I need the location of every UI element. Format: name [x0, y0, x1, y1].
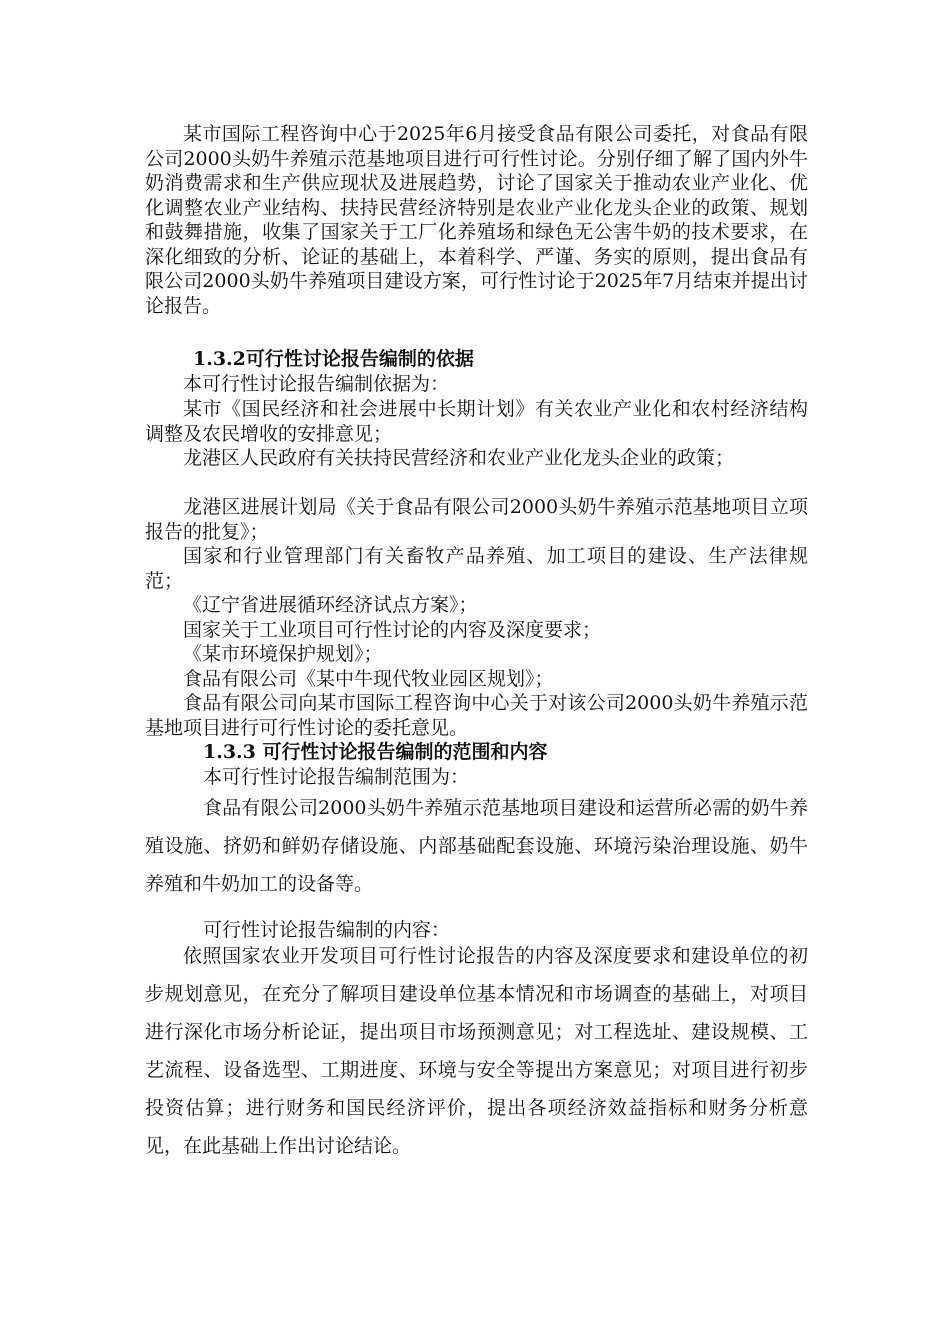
paragraph-content-detail: 依照国家农业开发项目可行性讨论报告的内容及深度要求和建设单位的初步规划意见，在充分了解项目建设单位基本情况和市场调查的基础上，对项目进行深化市场分析论证，提出项目市场预测意见；对工程选址、建设规模、工艺流程、设备选型、工期进度、环境与安全等提出方案意见；对项目进行初步投资估算；进行财务和国民经济评价，提出各项经济效益指标和财务分析意见，在此基础上作出讨论结论。: [145, 945, 808, 1157]
paragraph-basis-item-8: 食品有限公司《某中牛现代牧业园区规划》；: [183, 668, 554, 690]
paragraph-basis-item-1: 某市《国民经济和社会进展中长期计划》有关农业产业化和农村经济结构调整及农民增收的安排意见；: [145, 398, 808, 445]
paragraph-basis-item-5: 《辽宁省进展循环经济试点方案》；: [183, 594, 478, 616]
paragraph-scope-intro: 本可行性讨论报告编制范围为：: [203, 766, 470, 788]
paragraph-content-intro: 可行性讨论报告编制的内容：: [203, 919, 451, 941]
paragraph-basis-item-7: 《某市环境保护规划》；: [183, 643, 383, 665]
section-heading-1-3-2: 1.3.2可行性讨论报告编制的依据: [193, 348, 474, 370]
paragraph-commission: 某市国际工程咨询中心于2025年6月接受食品有限公司委托，对食品有限公司2000头奶牛养殖示范基地项目进行可行性讨论。分别仔细了解了国内外牛奶消费需求和生产供应现状及进展趋势，讨论了国家关于推动农业产业化、优化调整农业产业结构、扶持民营经济特别是农业产业化龙头企业的政策、规划和鼓舞措施，收集了国家关于工厂化养殖场和绿色无公害牛奶的技术要求，在深化细致的分析、论证的基础上，本着科学、严谨、务实的原则，提出食品有限公司2000头奶牛养殖项目建设方案，可行性讨论于2025年7月结束并提出讨论报告。: [145, 123, 808, 317]
paragraph-basis-item-3: 龙港区进展计划局《关于食品有限公司2000头奶牛养殖示范基地项目立项报告的批复》；: [145, 496, 808, 543]
paragraph-basis-item-4: 国家和行业管理部门有关畜牧产品养殖、加工项目的建设、生产法律规范；: [145, 545, 808, 592]
paragraph-basis-item-6: 国家关于工业项目可行性讨论的内容及深度要求；: [183, 619, 602, 641]
paragraph-basis-item-9: 食品有限公司向某市国际工程咨询中心关于对该公司2000头奶牛养殖示范基地项目进行可行性讨论的委托意见。: [145, 692, 808, 739]
paragraph-basis-intro: 本可行性讨论报告编制依据为：: [183, 373, 450, 395]
section-heading-1-3-3: 1.3.3 可行性讨论报告编制的范围和内容: [203, 741, 548, 763]
paragraph-basis-item-2: 龙港区人民政府有关扶持民营经济和农业产业化龙头企业的政策；: [183, 447, 735, 469]
paragraph-scope-content: 食品有限公司2000头奶牛养殖示范基地项目建设和运营所必需的奶牛养殖设施、挤奶和鲜奶存储设施、内部基础配套设施、环境污染治理设施、奶牛养殖和牛奶加工的设备等。: [145, 797, 808, 895]
